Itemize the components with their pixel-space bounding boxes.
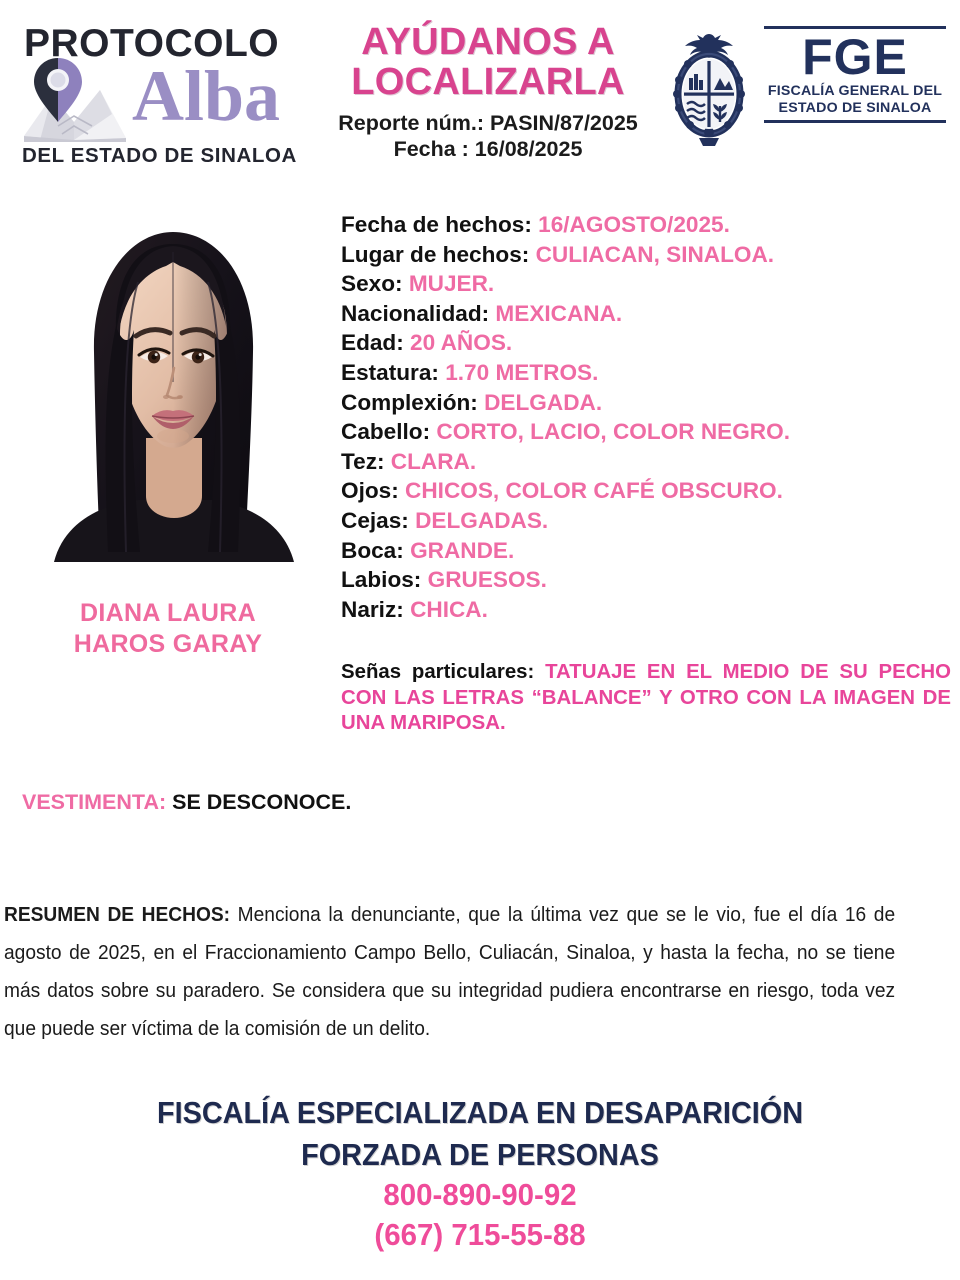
detail-row-tez — [341, 447, 941, 477]
detail-row-cejas — [341, 506, 941, 536]
detail-value: 1.70 METROS. — [445, 359, 599, 385]
detail-value: CHICOS, COLOR CAFÉ OBSCURO. — [405, 478, 783, 504]
heading-line-2: LOCALIZARLA — [351, 61, 625, 104]
detail-row-cabello — [341, 417, 941, 447]
detail-row-lugar-de-hechos — [341, 240, 941, 270]
alba-logo-alba-text: Alba — [132, 56, 281, 136]
detail-row-estatura — [341, 358, 941, 388]
detail-value: MEXICANA. — [495, 300, 623, 326]
detail-label: Cejas: — [341, 507, 409, 533]
fge-rule-bottom — [764, 120, 946, 123]
detail-label: Fecha de hechos: — [341, 212, 532, 237]
detail-label: Complexión: — [341, 389, 478, 415]
detail-value: DELGADA. — [484, 389, 603, 415]
protocolo-alba-logo — [14, 22, 314, 172]
detail-value: CORTO, LACIO, COLOR NEGRO. — [436, 419, 790, 445]
detail-label: Nacionalidad: — [341, 300, 490, 326]
victim-name-line-2: HAROS GARAY — [73, 629, 263, 658]
detail-row-boca — [341, 536, 941, 566]
summary-text: Menciona la denunciante, que la última vez que se le vio, fue el día 16 de agosto de 2025, en el Fraccionamiento Campo Bello, Culiacán, Sinaloa, y hasta la fecha, no se tiene más datos sobre su paradero. Se considera que su integridad pudiera encontrarse en riesgo, toda vez que puede ser víctima de la comisión de un delito. — [4, 904, 896, 1040]
fge-acronym: FGE — [802, 29, 908, 85]
clothing-label: VESTIMENTA: — [22, 790, 167, 814]
sinaloa-coat-of-arms-icon — [668, 28, 750, 150]
poster-header — [0, 0, 960, 190]
detail-row-nacionalidad — [341, 299, 941, 329]
detail-value: 20 AÑOS. — [410, 330, 513, 356]
clothing-row — [22, 790, 351, 816]
detail-row-ojos — [341, 476, 941, 506]
victim-name — [18, 598, 318, 659]
detail-value: CULIACAN, SINALOA. — [535, 241, 775, 267]
detail-row-nariz — [341, 595, 941, 625]
detail-value: 16/AGOSTO/2025. — [538, 212, 730, 237]
detail-row-sexo — [341, 269, 941, 299]
office-name-line-1: FISCALÍA ESPECIALIZADA EN DESAPARICIÓN — [156, 1095, 804, 1130]
detail-row-labios — [341, 565, 941, 595]
report-number: Reporte núm.: PASIN/87/2025 — [338, 110, 638, 135]
alba-logo-state-text: DEL ESTADO DE SINALOA — [22, 144, 297, 167]
report-date: Fecha : 16/08/2025 — [393, 137, 583, 162]
victim-photo — [42, 222, 304, 562]
detail-value: CHICA. — [410, 596, 488, 622]
fge-subtitle-line-2: ESTADO DE SINALOA — [778, 99, 932, 116]
heading-line-1: AYÚDANOS A — [361, 21, 615, 63]
office-name-line-2: FORZADA DE PERSONAS — [301, 1136, 659, 1172]
phone-number-local[interactable]: (667) 715-55-88 — [374, 1216, 586, 1252]
alba-logo-protocolo-text: PROTOCOLO — [24, 22, 280, 65]
summary-label: RESUMEN DE HECHOS: — [4, 904, 231, 926]
detail-value: GRANDE. — [410, 537, 515, 563]
detail-label: Labios: — [341, 567, 422, 593]
detail-label: Tez: — [341, 448, 385, 474]
clothing-value: SE DESCONOCE. — [166, 790, 352, 814]
detail-value: MUJER. — [408, 271, 495, 297]
detail-value: CLARA. — [390, 448, 477, 474]
detail-label: Estatura: — [341, 359, 439, 385]
detail-value: GRUESOS. — [427, 567, 547, 593]
summary-of-events — [4, 896, 895, 1048]
help-locate-heading — [318, 22, 658, 163]
fge-logo — [668, 26, 950, 156]
detail-row-complexion — [341, 388, 941, 418]
distinguishing-marks-label: Señas particulares: — [341, 661, 535, 683]
distinguishing-marks — [341, 660, 951, 737]
victim-details-list — [341, 210, 941, 624]
detail-label: Boca: — [341, 537, 404, 563]
poster-footer — [0, 1092, 960, 1254]
victim-name-line-1: DIANA LAURA — [80, 599, 256, 627]
alba-pin-book-icon — [22, 56, 130, 144]
detail-label: Sexo: — [341, 271, 403, 297]
distinguishing-marks-value: TATUAJE EN EL MEDIO DE SU PECHO CON LAS LETRAS “BALANCE” Y OTRO CON LA IMAGEN DE UNA MARIPOSA. — [341, 661, 952, 734]
detail-value: DELGADAS. — [415, 507, 549, 533]
detail-row-edad — [341, 328, 941, 358]
detail-label: Ojos: — [341, 478, 399, 504]
detail-label: Nariz: — [341, 596, 404, 622]
fge-subtitle-line-1: FISCALÍA GENERAL DEL — [767, 83, 943, 99]
phone-number-toll-free[interactable]: 800-890-90-92 — [383, 1177, 577, 1213]
detail-row-fecha-de-hechos — [341, 210, 941, 240]
detail-label: Lugar de hechos: — [341, 241, 530, 267]
detail-label: Edad: — [341, 330, 404, 356]
detail-label: Cabello: — [341, 419, 431, 445]
